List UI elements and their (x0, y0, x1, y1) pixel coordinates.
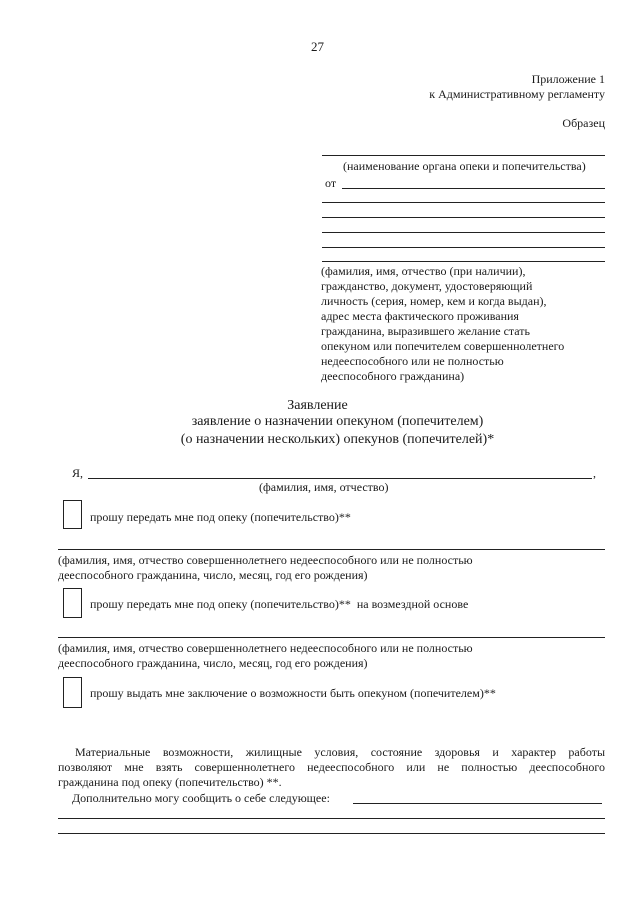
caption-line: (фамилия, имя, отчество (при наличии), (321, 264, 526, 278)
option-3-checkbox[interactable] (63, 677, 82, 708)
statement-paragraph-line: позволяют мне взять совершеннолетнего недееспособного или не полностью дееспособного (58, 760, 605, 774)
applicant-info-line[interactable] (322, 202, 605, 203)
caption-line: опекуном или попечителем совершеннолетнего (321, 339, 565, 353)
appendix-subtitle: к Административному регламенту (429, 87, 605, 101)
caption-line: адрес места фактического проживания (321, 309, 519, 323)
additional-info-line[interactable] (58, 818, 605, 819)
applicant-info-line[interactable] (322, 217, 605, 218)
applicant-suffix: , (593, 466, 596, 480)
ward-name-line[interactable] (58, 549, 605, 550)
option-2-checkbox[interactable] (63, 588, 82, 618)
page-number: 27 (311, 39, 324, 54)
organ-name-caption: (наименование органа опеки и попечительства) (343, 159, 586, 173)
document-title: Заявление (287, 398, 348, 413)
ward-name-line[interactable] (58, 637, 605, 638)
sample-label: Образец (562, 116, 605, 130)
ward-caption: дееспособного гражданина, число, месяц, год его рождения) (58, 568, 368, 582)
option-1-checkbox[interactable] (63, 500, 82, 529)
caption-line: гражданина, выразившего желание стать (321, 324, 531, 338)
ward-caption: (фамилия, имя, отчество совершеннолетнего недееспособного или не полностью (58, 553, 473, 567)
caption-line: личность (серия, номер, кем и когда выдан), (321, 294, 547, 308)
applicant-name-line[interactable] (88, 478, 592, 479)
from-label: от (325, 176, 337, 190)
caption-line: дееспособного гражданина) (321, 369, 465, 383)
statement-paragraph-line: Материальные возможности, жилищные условия, состояние здоровья и характер работы (75, 745, 605, 759)
option-3-label: прошу выдать мне заключение о возможности быть опекуном (попечителем)** (90, 686, 496, 700)
applicant-info-line[interactable] (322, 232, 605, 233)
applicant-info-line[interactable] (342, 188, 605, 189)
applicant-name-caption: (фамилия, имя, отчество) (259, 480, 389, 494)
applicant-info-line[interactable] (322, 247, 605, 248)
applicant-info-caption (321, 264, 564, 383)
statement-paragraph-line: гражданина под опеку (попечительство) **. (58, 775, 282, 789)
applicant-prefix: Я, (72, 466, 84, 480)
ward-caption: (фамилия, имя, отчество совершеннолетнего недееспособного или не полностью (58, 641, 473, 655)
option-1-label: прошу передать мне под опеку (попечительство)** (90, 510, 351, 524)
organ-name-line[interactable] (322, 155, 605, 156)
caption-line: недееспособного или не полностью (321, 354, 504, 368)
caption-line: гражданство, документ, удостоверяющий (321, 279, 533, 293)
additional-info-label: Дополнительно могу сообщить о себе следующее: (72, 791, 330, 805)
applicant-info-line[interactable] (322, 261, 605, 262)
appendix-title: Приложение 1 (531, 72, 605, 86)
document-subtitle: (о назначении нескольких) опекунов (попечителей)* (180, 432, 495, 447)
document-subtitle: заявление о назначении опекуном (попечителем) (191, 414, 484, 429)
additional-info-line[interactable] (58, 833, 605, 834)
option-2-label: прошу передать мне под опеку (попечительство)** на возмездной основе (90, 597, 469, 611)
additional-info-line[interactable] (353, 803, 602, 804)
ward-caption: дееспособного гражданина, число, месяц, год его рождения) (58, 656, 368, 670)
